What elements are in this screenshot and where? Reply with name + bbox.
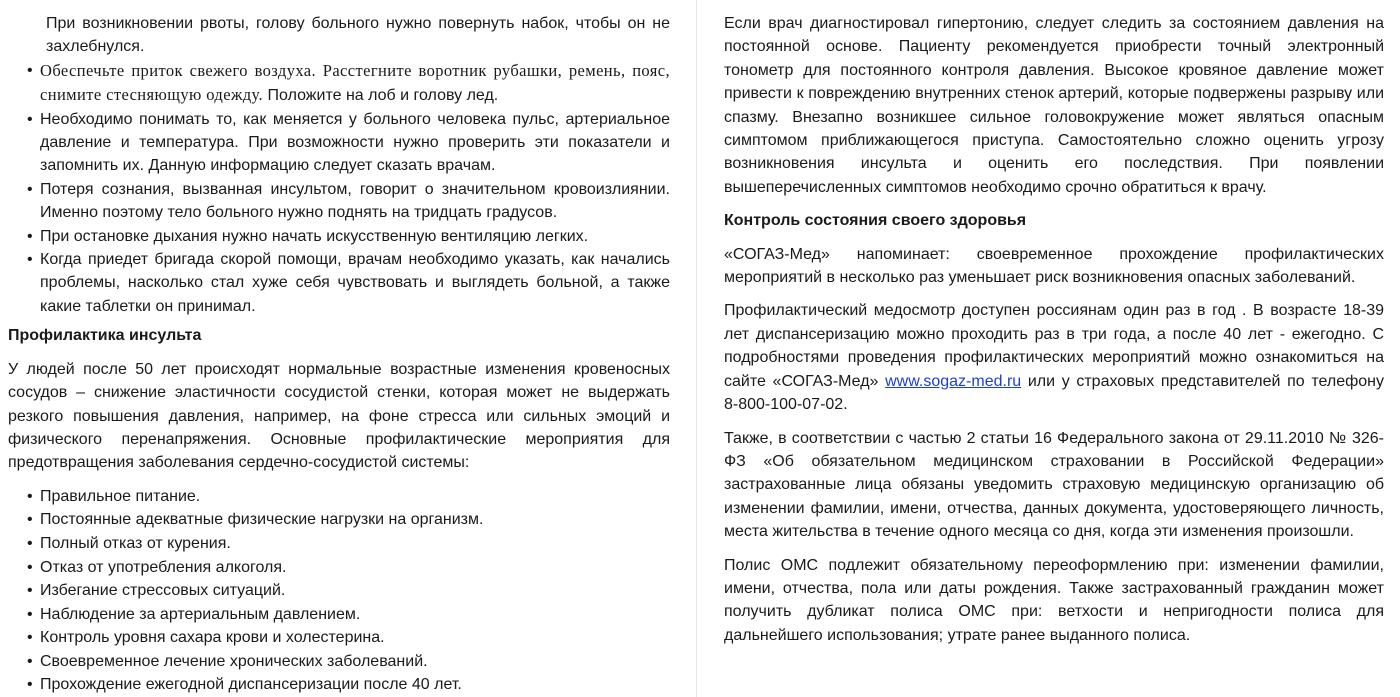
first-aid-list (8, 59, 670, 318)
list-item-text: Когда приедет бригада скорой помощи, врачам необходимо указать, как начались проблемы, насколько стал хуже себя чувствовать и выглядеть больной, а также какие таблетки он принимал. (40, 251, 670, 315)
list-item-text: Потеря сознания, вызванная инсультом, говорит о значительном кровоизлиянии. Именно поэтому тело больного нужно поднять на тридцать градусов. (40, 180, 670, 222)
column-divider (696, 0, 697, 697)
checkup-text-end: или у страховых представителей по телефону 8-800-100-07-02. (724, 372, 1385, 414)
list-item (8, 248, 670, 318)
list-item: • Прохождение ежегодной диспансеризации после 40 лет. (8, 673, 670, 696)
left-column (8, 12, 670, 697)
policy-paragraph: Полис ОМС подлежит обязательному переоформлению при: изменении фамилии, имени, отчества, пола или даты рождения. Также застрахованный гражданин может получить дубликат полиса ОМС при: ветхости и непригодности полиса для дальнейшего использования; утрате ранее выданного полиса. (724, 556, 1384, 644)
health-control-heading: Контроль состояния своего здоровья (724, 212, 1027, 230)
checkup-paragraph (724, 299, 1384, 416)
list-item (8, 108, 670, 178)
prevention-heading: Профилактика инсульта (8, 327, 202, 345)
list-item (8, 225, 670, 248)
list-item (8, 59, 670, 108)
list-item-text: При остановке дыхания нужно начать искусственную вентиляцию легких. (40, 227, 589, 245)
list-item: • Контроль уровня сахара крови и холестерина. (8, 626, 670, 649)
list-item-text: Необходимо понимать то, как меняется у больного человека пульс, артериальное давление и температура. При возможности нужно проверить эти показатели и запомнить их. Данную информацию следует сказать врачам. (40, 110, 670, 175)
hypertension-paragraph: Если врач диагностировал гипертонию, следует следить за состоянием давления на постоянной основе. Пациенту рекомендуется приобрести точный электронный тонометр для постоянного контроля давления. Высокое кровяное давление может привести к повреждению внутренних стенок артерий, которые подвержены разрыву или спазму. Внезапно возникшее сильное головокружение может являться опасным симптомом приближающегося приступа. Самостоятельно сложно оценить угрозу возникновения инсульта и оценить его последствия. При появлении вышеперечисленных симптомов необходимо срочно обратиться к врачу. (724, 15, 1384, 196)
list-item: • Избегание стрессовых ситуаций. (8, 579, 670, 602)
list-item: • Правильное питание. (8, 485, 670, 508)
list-item (8, 178, 670, 225)
sogaz-website-link[interactable]: www.sogaz-med.ru (885, 372, 1022, 390)
list-item: • Постоянные адекватные физические нагрузки на организм. (8, 508, 670, 531)
list-item: • Полный отказ от курения. (8, 532, 670, 555)
list-item-serif-text: Обеспечьте приток свежего воздуха. Расстегните воротник рубашки, ремень, пояс, снимите стесняющую одежду. (40, 60, 670, 105)
reminder-paragraph: «СОГАЗ-Мед» напоминает: своевременное прохождение профилактических мероприятий в несколько раз уменьшает риск возникновения опасных заболеваний. (724, 245, 1384, 287)
list-item: • Наблюдение за артериальным давлением. (8, 603, 670, 626)
list-item: • Отказ от употребления алкоголя. (8, 556, 670, 579)
list-item: • Своевременное лечение хронических заболеваний. (8, 650, 670, 673)
intro-continuation: При возникновении рвоты, голову больного нужно повернуть набок, чтобы он не захлебнулся. (46, 15, 670, 56)
checkup-text-start: Профилактический медосмотр доступен россиянам один раз в год . В возрасте 18-39 лет диспансеризацию можно проходить раз в три года, а после 40 лет - ежегодно. С подробностями проведения профилактических мероприятий можно ознакомиться на сайте «СОГАЗ-Мед» (724, 302, 1384, 390)
law-paragraph: Также, в соответствии с частью 2 статьи 16 Федерального закона от 29.11.2010 № 326-ФЗ «Об обязательном медицинском страховании в Российской Федерации» застрахованные лица обязаны уведомить страховую медицинскую организацию об изменении фамилии, имени, отчества, данных документа, удостоверяющего личность, места жительства в течение одного месяца со дня, когда эти изменения произошли. (724, 429, 1384, 541)
prevention-list (8, 485, 670, 697)
list-item-text: Положите на лоб и голову лед. (263, 87, 499, 105)
right-column (724, 12, 1384, 647)
prevention-paragraph: У людей после 50 лет происходят нормальные возрастные изменения кровеносных сосудов – снижение эластичности сосудистой стенки, которая может не выдержать резкого повышения давления, например, на фоне стресса или сильных эмоций и физического перенапряжения. Основные профилактические мероприятия для предотвращения заболевания сердечно-сосудистой системы: (8, 360, 670, 472)
